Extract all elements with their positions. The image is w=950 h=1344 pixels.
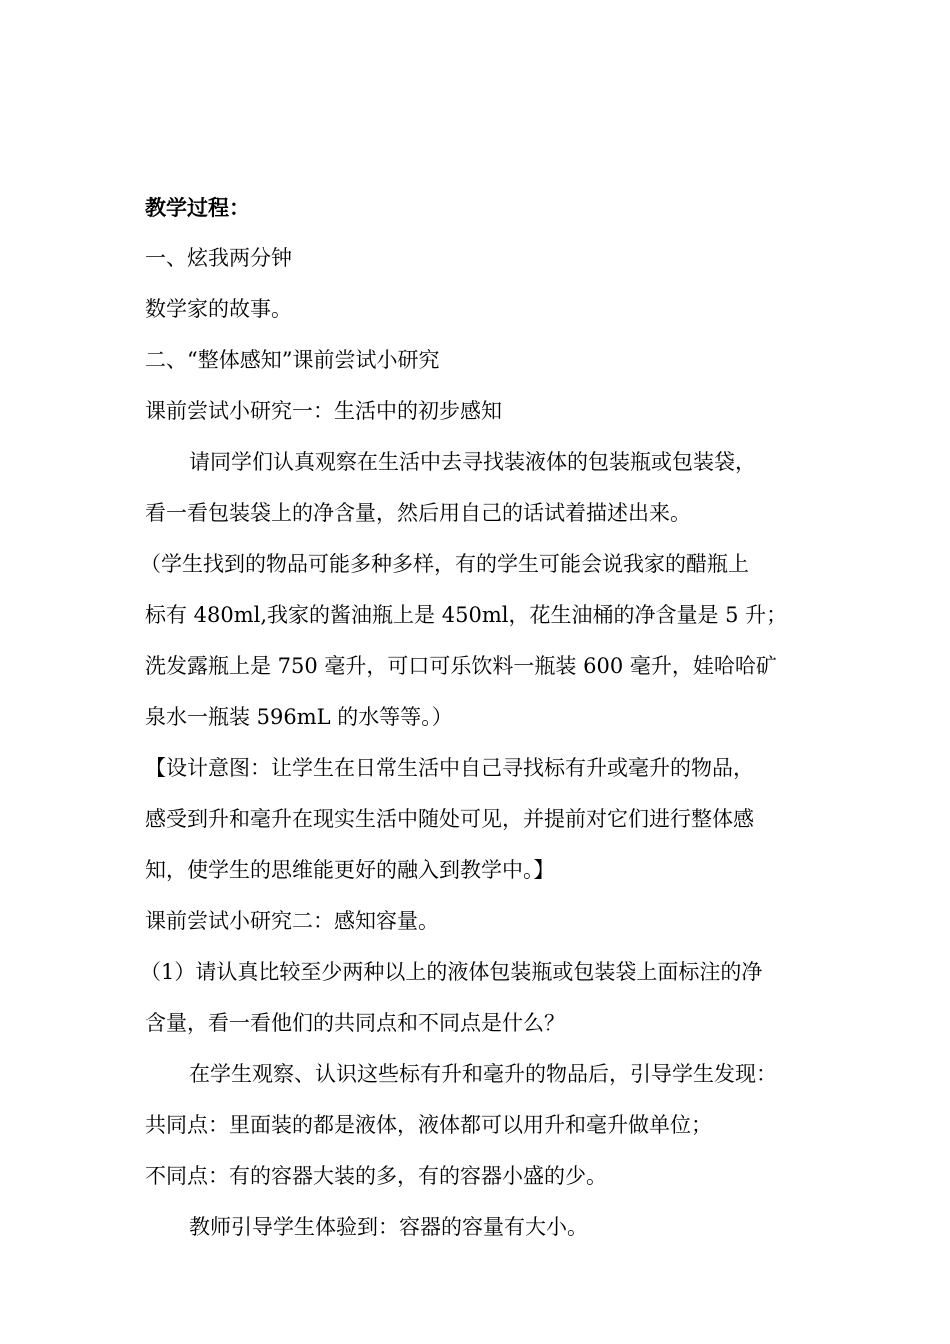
paragraph-line: 泉水一瓶装 596mL 的水等等。）: [145, 705, 453, 729]
document-body: [140, 182, 815, 1253]
subheading-research-two: 课前尝试小研究二：感知容量。: [145, 909, 439, 933]
paragraph-line: （学生找到的物品可能多种多样，有的学生可能会说我家的醋瓶上: [140, 552, 749, 576]
design-intent-line: 【设计意图：让学生在日常生活中自己寻找标有升或毫升的物品，: [145, 756, 754, 780]
design-intent-line: 知，使学生的思维能更好的融入到教学中。】: [145, 858, 555, 882]
paragraph-line: 不同点：有的容器大装的多，有的容器小盛的少。: [145, 1164, 607, 1188]
paragraph-line: 数学家的故事。: [145, 297, 292, 321]
paragraph-line: 洗发露瓶上是 750 毫升，可口可乐饮料一瓶装 600 毫升，娃哈哈矿: [145, 654, 777, 678]
paragraph-line: 共同点：里面装的都是液体，液体都可以用升和毫升做单位；: [145, 1113, 712, 1137]
paragraph-line: 含量，看一看他们的共同点和不同点是什么？: [145, 1011, 565, 1035]
paragraph-line: 标有 480ml,我家的酱油瓶上是 450ml，花生油桶的净含量是 5 升；: [145, 603, 788, 627]
heading-part-two: 二、“整体感知”课前尝试小研究: [145, 348, 440, 372]
paragraph-line: （1）请认真比较至少两种以上的液体包装瓶或包装袋上面标注的净: [140, 960, 763, 984]
section-heading: 教学过程：: [145, 195, 250, 220]
paragraph-line: 在学生观察、认识这些标有升和毫升的物品后，引导学生发现：: [189, 1062, 777, 1086]
paragraph-line: 教师引导学生体验到：容器的容量有大小。: [189, 1215, 588, 1239]
subheading-research-one: 课前尝试小研究一：生活中的初步感知: [145, 399, 502, 423]
design-intent-line: 感受到升和毫升在现实生活中随处可见，并提前对它们进行整体感: [145, 807, 754, 831]
heading-part-one: 一、炫我两分钟: [145, 246, 292, 270]
paragraph-line: 请同学们认真观察在生活中去寻找装液体的包装瓶或包装袋，: [189, 450, 756, 474]
paragraph-line: 看一看包装袋上的净含量，然后用自己的话试着描述出来。: [145, 501, 691, 525]
